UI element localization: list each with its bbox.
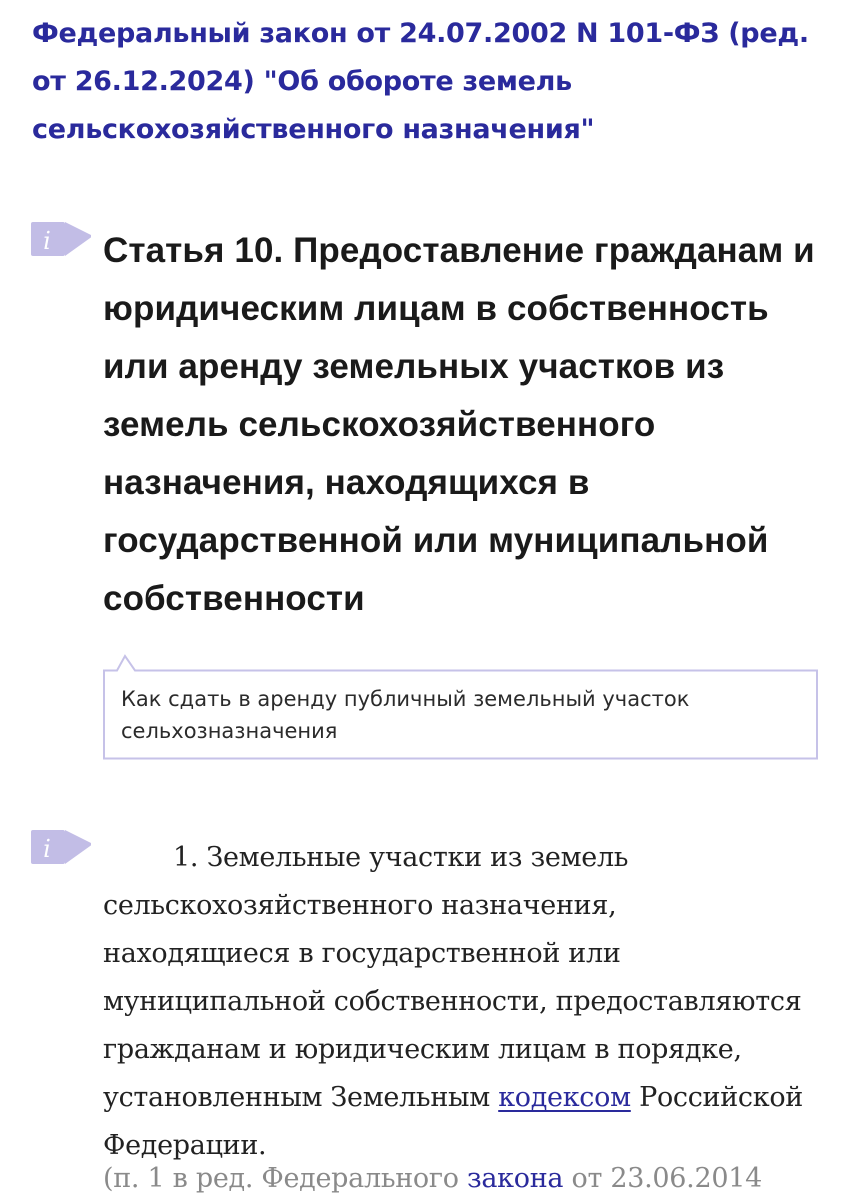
info-icon[interactable] (31, 222, 91, 264)
note-box (103, 670, 817, 758)
amendment-text: (п. 1 в ред. Федерального (103, 1163, 467, 1194)
clause-1-text: 1. Земельные участки из земель сельскохозяйственного назначения, находящиеся в государственной или муниципальной собственности, предоставляются гражданам и юридическим лицам в порядке, установленным Земельным (103, 842, 802, 1113)
code-link[interactable]: кодексом (498, 1082, 631, 1113)
law-link[interactable]: закона (466, 1163, 564, 1194)
clause-1-text-end: Российской Федерации. (103, 1082, 803, 1161)
svg-text:i: i (43, 227, 51, 255)
svg-text:i: i (43, 835, 51, 863)
document-title[interactable]: Федеральный закон от 24.07.2002 N 101-ФЗ (ред. от 26.12.2024) "Об обороте земель сельскохозяйственного назначения" (32, 18, 809, 145)
info-icon[interactable] (31, 830, 91, 872)
note-link[interactable]: Как сдать в аренду публичный земельный участок сельхозназначения (121, 687, 690, 743)
amendment-note (103, 1155, 843, 1203)
amendment-date: от 23.06.2014 (563, 1163, 762, 1194)
article-heading: Статья 10. Предоставление гражданам и юридическим лицам в собственность или аренду земельных участков из земель сельскохозяйственного назначения, находящихся в государственной или муниципальной собственности (103, 231, 815, 618)
clause-1 (103, 834, 803, 1170)
